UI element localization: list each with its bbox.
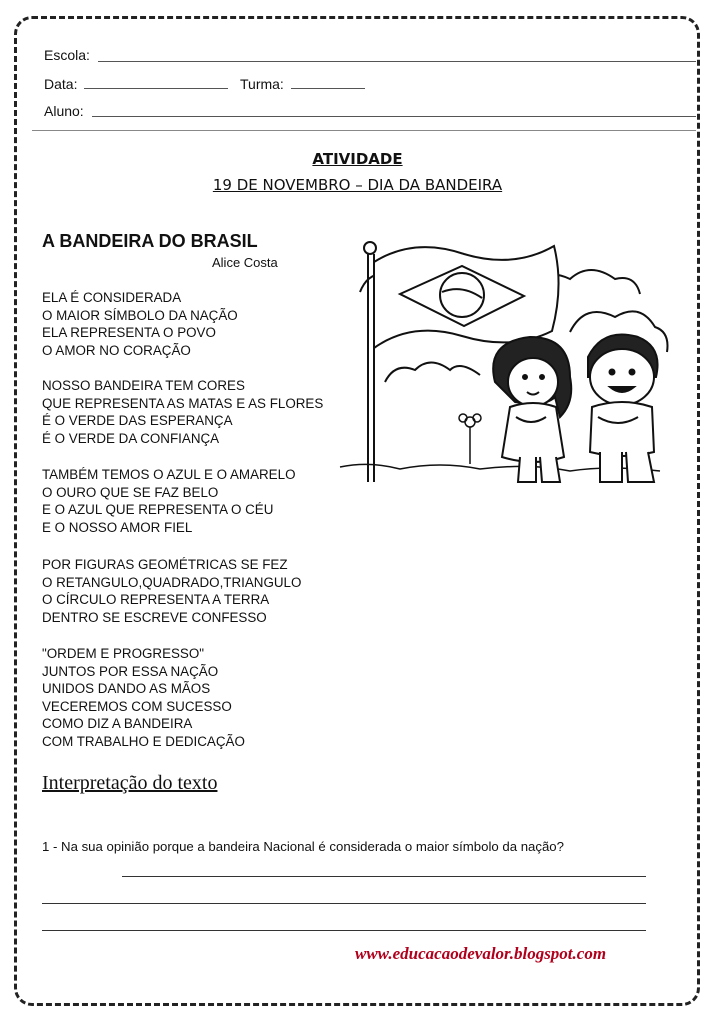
stanza-5: [42, 645, 245, 751]
poem-line: É O VERDE DAS ESPERANÇA: [42, 413, 233, 429]
aluno-label: Aluno:: [44, 103, 84, 119]
header-separator: [32, 130, 696, 131]
poem-line: ELA É CONSIDERADA: [42, 290, 182, 305]
interpretation-heading: Interpretação do texto: [42, 772, 218, 794]
poem-line: QUE REPRESENTA AS MATAS E AS FLORES: [42, 395, 324, 411]
poem-line: JUNTOS POR ESSA NAÇÃO: [42, 663, 219, 679]
stanza-2: [42, 377, 323, 447]
brazil-flag-icon: [374, 246, 559, 348]
poem-line: COM TRABALHO E DEDICAÇÃO: [42, 733, 245, 749]
poem-line: ELA REPRESENTA O POVO: [42, 325, 216, 341]
website-watermark: www.educacaodevalor.blogspot.com: [355, 944, 607, 963]
poem-line: DENTRO SE ESCREVE CONFESSO: [42, 609, 267, 625]
poem-line: COMO DIZ A BANDEIRA: [42, 716, 193, 732]
data-field[interactable]: [84, 88, 228, 89]
stanza-3: [42, 466, 295, 536]
poem-line: E O NOSSO AMOR FIEL: [42, 519, 193, 535]
poem-line: O RETANGULO,QUADRADO,TRIANGULO: [42, 574, 302, 590]
poem-line: UNIDOS DANDO AS MÃOS: [42, 681, 211, 697]
activity-title: ATIVIDADE: [312, 150, 403, 168]
question-1: 1 - Na sua opinião porque a bandeira Nacional é considerada o maior símbolo da nação?: [42, 839, 564, 854]
poem-line: O CÍRCULO REPRESENTA A TERRA: [42, 592, 270, 608]
poem-line: POR FIGURAS GEOMÉTRICAS SE FEZ: [42, 557, 288, 572]
turma-label: Turma:: [240, 76, 284, 92]
flag-children-illustration: [330, 232, 690, 502]
poem-author: Alice Costa: [212, 255, 278, 270]
data-label: Data:: [44, 76, 78, 92]
turma-field[interactable]: [291, 88, 365, 89]
poem-line: NOSSO BANDEIRA TEM CORES: [42, 378, 245, 393]
flowers-drawing: [459, 414, 481, 464]
girl-drawing: [493, 337, 571, 482]
activity-subtitle: 19 DE NOVEMBRO – DIA DA BANDEIRA: [212, 176, 503, 194]
escola-field[interactable]: [98, 61, 696, 62]
poem-title: A BANDEIRA DO BRASIL: [42, 231, 258, 251]
poem-line: TAMBÉM TEMOS O AZUL E O AMARELO: [42, 467, 296, 482]
poem-line: O OURO QUE SE FAZ BELO: [42, 484, 219, 500]
stanza-4: [42, 556, 301, 626]
poem-line: O MAIOR SÍMBOLO DA NAÇÃO: [42, 307, 238, 323]
poem-line: O AMOR NO CORAÇÃO: [42, 342, 191, 358]
aluno-field[interactable]: [92, 116, 696, 117]
answer-line-1[interactable]: [122, 876, 646, 877]
boy-drawing: [588, 335, 658, 483]
answer-line-2[interactable]: [42, 903, 646, 904]
answer-line-3[interactable]: [42, 930, 646, 931]
poem-line: "ORDEM E PROGRESSO": [42, 646, 205, 661]
poem-line: É O VERDE DA CONFIANÇA: [42, 430, 220, 446]
poem-line: VECEREMOS COM SUCESSO: [42, 698, 232, 714]
escola-label: Escola:: [44, 47, 90, 63]
poem-line: E O AZUL QUE REPRESENTA O CÉU: [42, 502, 274, 518]
stanza-1: [42, 289, 238, 359]
